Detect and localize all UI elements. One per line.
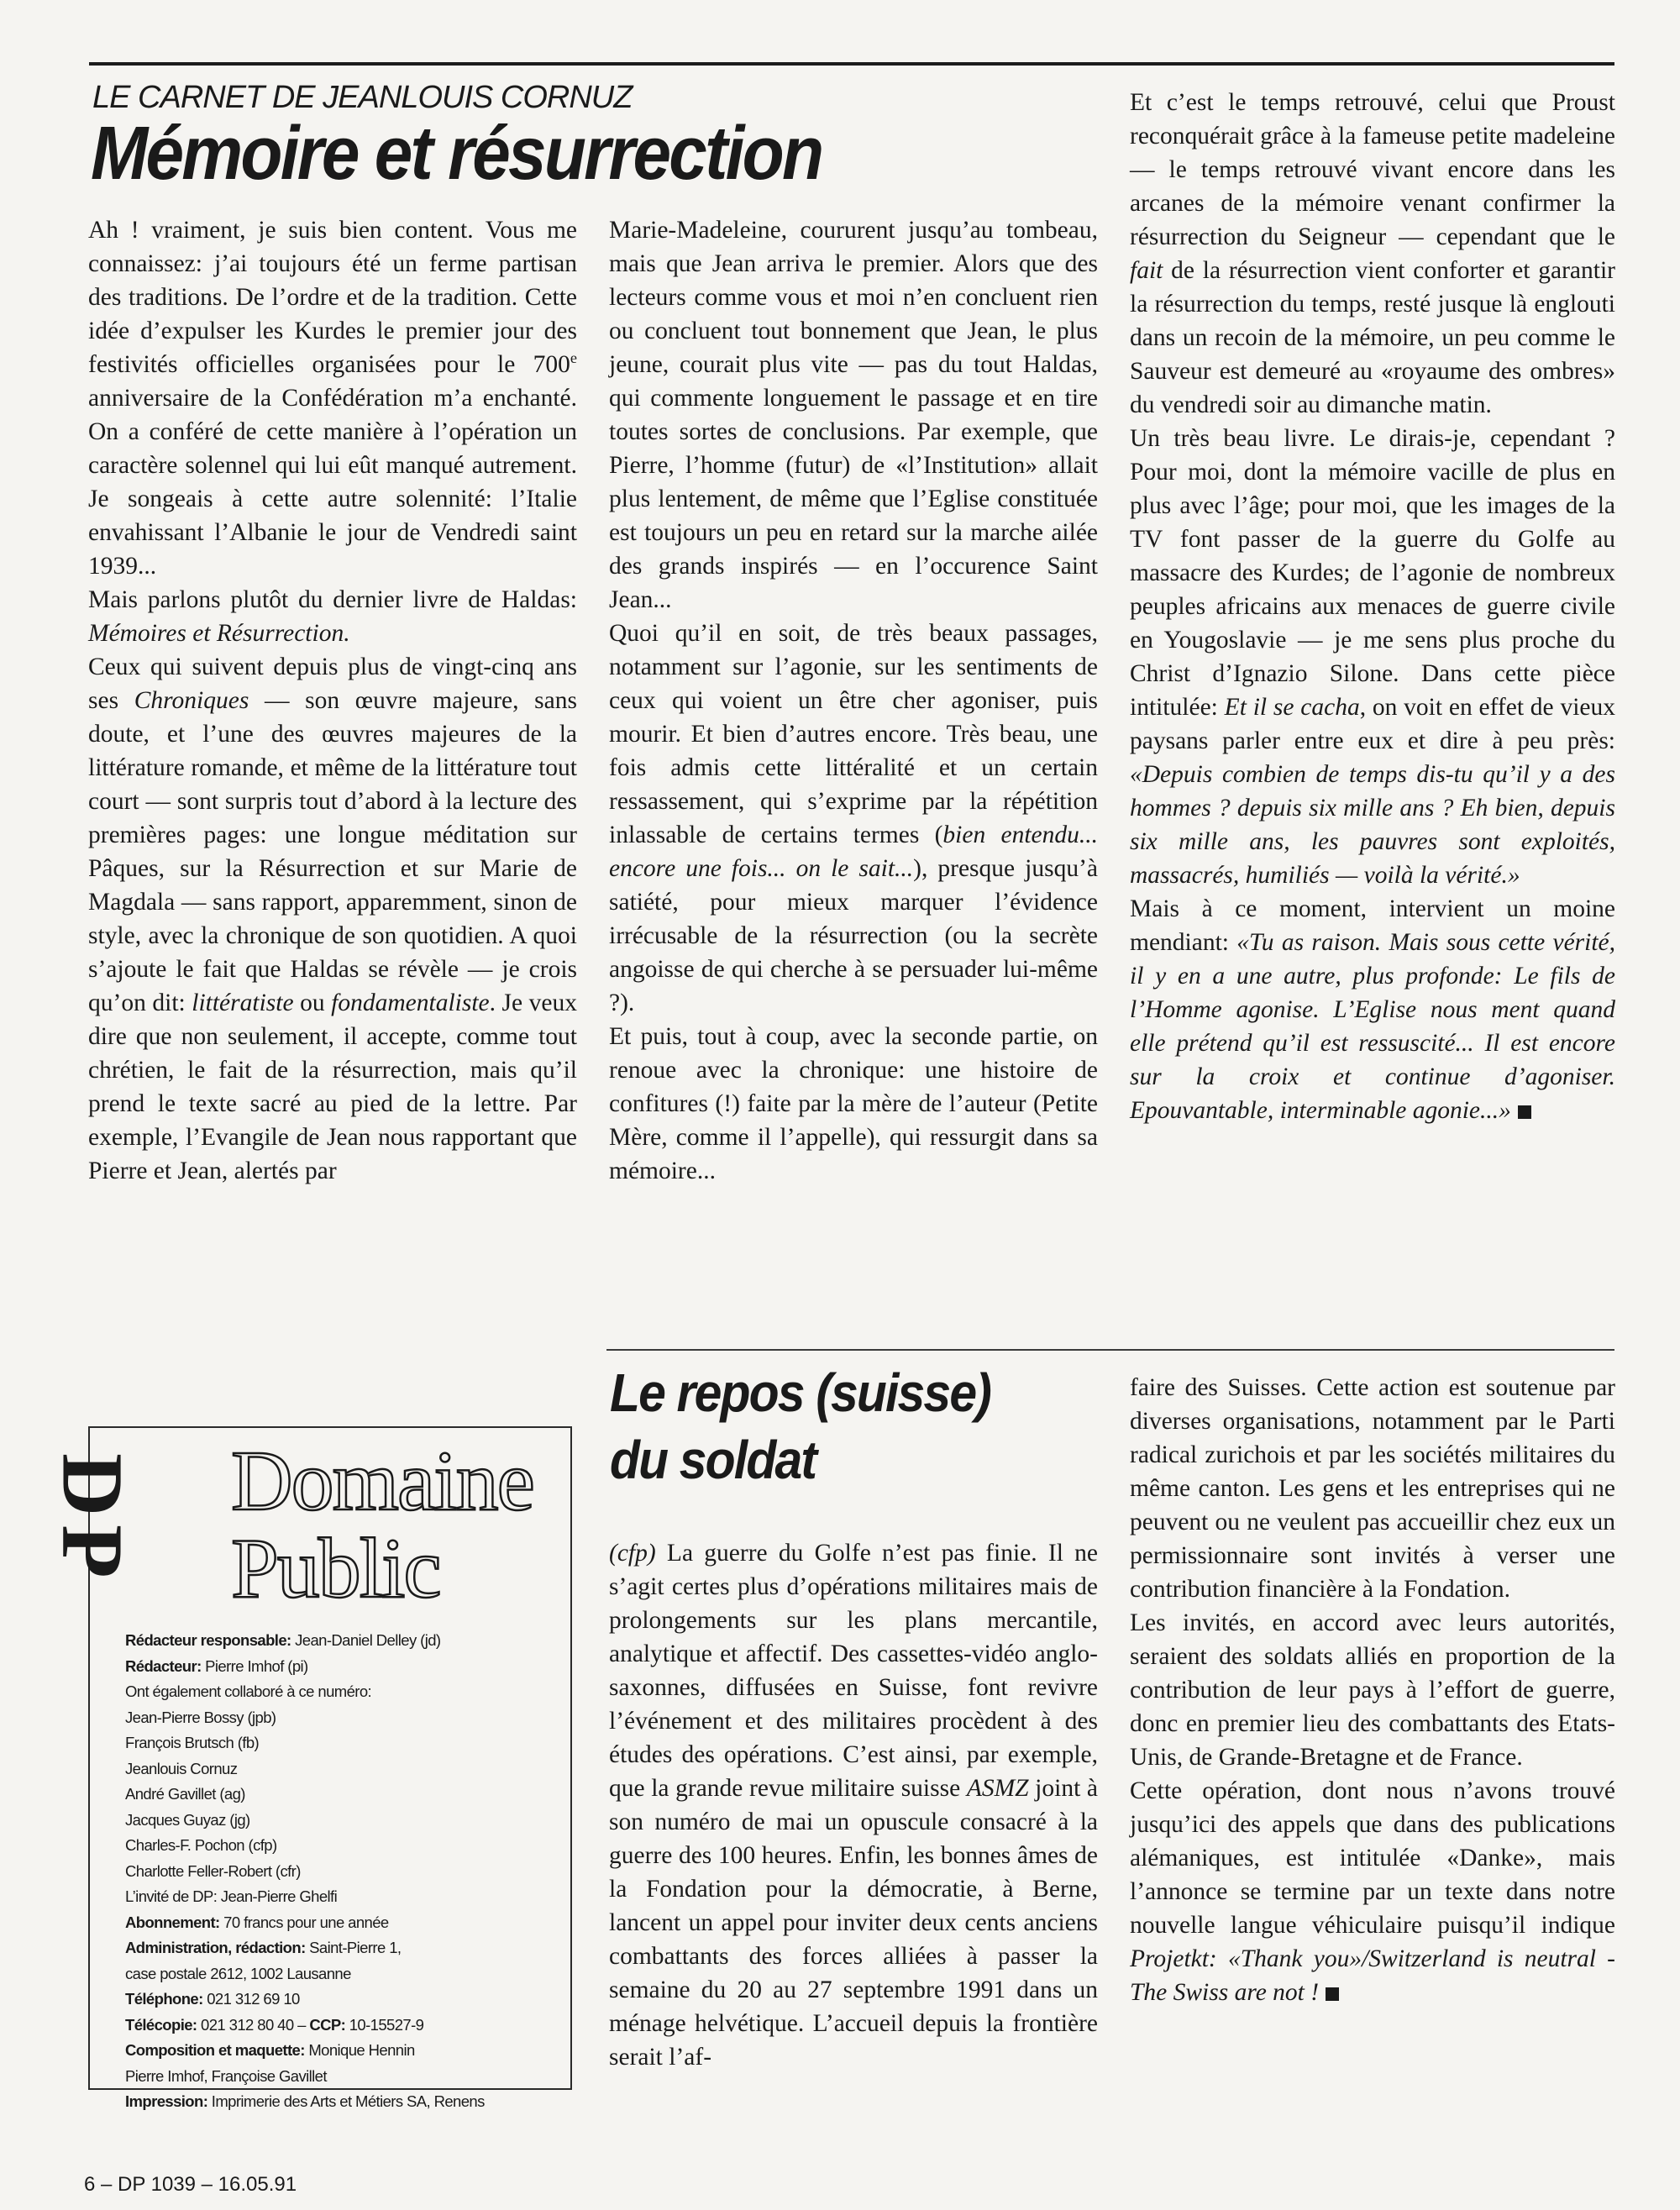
credits-list: [125, 1628, 562, 2115]
credit-value: Saint-Pierre 1,: [305, 1939, 402, 1956]
credit-label: Rédacteur:: [125, 1656, 202, 1675]
credit-value: Imprimerie des Arts et Métiers SA, Renens: [207, 2092, 485, 2110]
section-divider: [606, 1349, 1614, 1351]
text-run: Et c’est le temps retrouvé, celui que Proust reconquérait grâce à la fameuse petite madeleine — le temps retrouvé vivant encore dans les arcanes de la mémoire venant confirmer la résurrection du Seigneur — cependant que le: [1130, 89, 1615, 250]
credit-value: Jean-Pierre Bossy (jpb): [125, 1708, 276, 1726]
paragraph: [1130, 86, 1615, 422]
brand-line-1: Domaine: [231, 1434, 533, 1529]
credit-label: Composition et maquette:: [125, 2041, 305, 2059]
paragraph: [1130, 422, 1615, 892]
article2-column-1: [609, 1536, 1098, 2074]
text-run: Les invités, en accord avec leurs autorités, seraient des soldats alliés en proportion de la contribution de leur pays à l’effort de guerre, donc en premier lieu des combattants des Etats-Unis, de Grande-Bretagne et de France.: [1130, 1609, 1615, 1771]
article1-column-2: [609, 213, 1098, 1188]
credit-line: [125, 1910, 562, 1936]
credit-value: 021 312 69 10: [202, 1990, 300, 2008]
text-run: , on voit en effet de vieux paysans parler entre eux et dire à peu près:: [1130, 694, 1615, 754]
article2-headline: Le repos (suisse) du soldat: [610, 1362, 991, 1490]
credit-value: L’invité de DP: Jean-Pierre Ghelfi: [125, 1887, 338, 1905]
text-run: Et puis, tout à coup, avec la seconde partie, on renoue avec la chronique: une histoire de confitures (!) faite par la mère de l’auteur (Petite Mère, comme il l’appelle), qui ressurgit dans sa mémoire...: [609, 1023, 1098, 1184]
text-run: Marie-Madeleine, coururent jusqu’au tombeau, mais que Jean arriva le premier. Alors que des lecteurs comme vous et moi n’en concluent rien ou concluent tout bonnement que Jean, le plus jeune, courait plus vite — pas du tout Haldas, qui commente longuement le passage et en tire toutes sortes de conclusions. Par exemple, que Pierre, l’homme (futur) de «l’Institution» allait plus lentement, de même que l’Eglise constituée est toujours un peu en retard sur la marche ailée des grands inspirés — en l’occurence Saint Jean...: [609, 217, 1098, 613]
credit-line: [125, 1705, 562, 1731]
page-folio: 6 – DP 1039 – 16.05.91: [84, 2173, 297, 2196]
italic-text: littératiste: [192, 990, 294, 1016]
text-run: de la résurrection vient conforter et garantir la résurrection du temps, resté jusque là englouti dans un recoin de la mémoire, un peu comme le Sauveur est demeuré au «royaume des ombres» du vendredi soir au dimanche matin.: [1130, 257, 1615, 418]
text-run: faire des Suisses. Cette action est soutenue par diverses organisations, notamment par le Parti radical zurichois et par les sociétés militaires du même canton. Les gens et les entreprises qui ne peuvent ou ne veulent pas accueillir chez eux un permissionnaire sont invités à verser une contribution financière à la Fondation.: [1130, 1374, 1615, 1603]
credit-line: [125, 1808, 562, 1834]
credit-value: Jean-Daniel Delley (jd): [291, 1631, 441, 1649]
article-headline: Mémoire et résurrection: [91, 112, 822, 196]
credit-value: 021 312 80 40 –: [197, 2015, 310, 2034]
credit-value: Pierre Imhof, Françoise Gavillet: [125, 2066, 327, 2085]
credit-line: [125, 2064, 562, 2090]
brand-line-2: Public: [231, 1521, 440, 1616]
italic-text: Mémoires et Résurrection.: [88, 620, 350, 647]
italic-text: Projetkt: «Thank you»/Switzerland is neutral - The Swiss are not !: [1130, 1945, 1615, 2006]
credit-value: Charles-F. Pochon (cfp): [125, 1836, 277, 1854]
credit-line: [125, 1987, 562, 2013]
paragraph: [1130, 1371, 1615, 1606]
credit-value: François Brutsch (fb): [125, 1734, 260, 1751]
credit-value: Charlotte Feller-Robert (cfr): [125, 1861, 301, 1880]
credit-value: Pierre Imhof (pi): [201, 1656, 308, 1675]
paragraph: [609, 617, 1098, 1020]
italic-text: (cfp): [609, 1540, 656, 1567]
credit-line: [125, 1654, 562, 1680]
italic-text: Et il se cacha: [1224, 694, 1360, 721]
credit-line: [125, 1782, 562, 1808]
credit-line: [125, 2038, 562, 2064]
text-run: Ceux qui suivent depuis plus de vingt-cinq ans ses: [88, 654, 577, 714]
brand-wordmark: [231, 1434, 567, 1616]
text-run: Quoi qu’il en soit, de très beaux passages, notamment sur l’agonie, sur les sentiments de ceux qui voient un être cher agoniser, puis mourir. Et bien d’autres encore. Très beau, une fois admis cette littéralité et un certain ressassement, qui s’exprime par la répétition inlassable de certains termes (: [609, 620, 1098, 848]
credit-line: [125, 1859, 562, 1885]
credit-value: 70 francs pour une année: [219, 1913, 389, 1931]
article1-column-3: [1130, 86, 1615, 1127]
credit-value: Jacques Guyaz (jg): [125, 1810, 250, 1829]
masthead-box: [44, 1426, 572, 2110]
text-run: ou: [293, 990, 332, 1016]
text-run: La guerre du Golfe n’est pas finie. Il ne s’agit certes plus d’opérations militaires mais de prolongements sur les plans mercantile, analytique et affectif. Des cassettes-vidéo anglo-saxonnes, diffusées en Suisse, font revivre l’événement et des militaires procèdent à des études des opérations. C’est ainsi, par exemple, que la grande revue militaire suisse: [609, 1540, 1098, 1802]
credit-value: 10-15527-9: [345, 2015, 424, 2034]
superscript-text: e: [570, 349, 577, 367]
paragraph: [88, 583, 577, 650]
credit-label: Impression:: [125, 2092, 208, 2110]
italic-text: fondamentaliste: [331, 990, 490, 1016]
credit-line: [125, 1884, 562, 1910]
paragraph: [1130, 892, 1615, 1127]
credit-line: [125, 2089, 562, 2115]
svg-text:DP: DP: [44, 1453, 141, 1587]
text-run: anniversaire de la Confédération m’a enchanté. On a conféré de cette manière à l’opération un caractère solennel qui lui eût manqué autrement. Je songeais à cette autre solennité: l’Italie envahissant l’Albanie le jour de Vendredi saint 1939...: [88, 385, 577, 580]
credit-value: Jeanlouis Cornuz: [125, 1759, 238, 1777]
italic-text: ASMZ: [966, 1775, 1029, 1802]
text-run: Cette opération, dont nous n’avons trouvé jusqu’ici des appels que dans des publications alémaniques, est intitulée «Danke», mais l’annonce se termine par un texte dans notre nouvelle langue véhiculaire puisqu’il indique: [1130, 1777, 1615, 1939]
end-of-article-icon: [1518, 1105, 1531, 1119]
credit-value: Ont également collaboré à ce numéro:: [125, 1682, 372, 1700]
text-run: ), presque jusqu’à satiété, pour mieux marquer l’évidence irrécusable de la résurrection (ou la secrète angoisse de qui cherche à se persuader lui-même ?).: [609, 855, 1098, 1016]
credit-line: [125, 1833, 562, 1859]
text-run: . Je veux dire que non seulement, il accepte, comme tout chrétien, le fait de la résurrection, mais qu’il prend le texte sacré au pied de la lettre. Par exemple, l’Evangile de Jean nous rapportant que Pierre et Jean, alertés par: [88, 990, 578, 1184]
credit-value: Monique Hennin: [304, 2041, 415, 2059]
italic-text: «Depuis combien de temps dis-tu qu’il y a des hommes ? depuis six mille ans ? Eh bien, depuis six mille ans, les pauvres sont exploités, massacrés, humiliés — voilà la vérité.»: [1130, 761, 1615, 889]
credit-value: case postale 2612, 1002 Lausanne: [125, 1964, 351, 1982]
paragraph: [609, 213, 1098, 617]
credit-line: [125, 1730, 562, 1756]
credit-value: André Gavillet (ag): [125, 1785, 245, 1803]
dp-logo-icon: [44, 1446, 197, 1644]
italic-text: bien entendu... encore une fois... on le sait...: [609, 822, 1098, 882]
column-kicker: LE CARNET DE JEANLOUIS CORNUZ: [92, 80, 633, 115]
credit-label: Télécopie:: [125, 2015, 197, 2034]
end-of-article-icon: [1326, 1987, 1339, 2001]
paragraph: [609, 1536, 1098, 2074]
text-run: — son œuvre majeure, sans doute, et l’une des œuvres majeures de la littérature romande, et même de la littérature tout court — sont surpris tout d’abord à la lecture des premières pages: une longue méditation sur Pâques, sur la Résurrection et sur Marie de Magdala — sans rapport, apparemment, sinon de style, avec la chronique de son quotidien. A quoi s’ajoute le fait que Haldas se révèle — je crois qu’on dit:: [88, 687, 577, 1016]
credit-label: CCP:: [309, 2015, 346, 2034]
text-run: Ah ! vraiment, je suis bien content. Vous me connaissez: j’ai toujours été un ferme partisan des traditions. De l’ordre et de la tradition. Cette idée d’expulser les Kurdes le premier jour des festivités officielles organisées pour le 700: [88, 217, 577, 378]
article1-column-1: [88, 213, 577, 1188]
credit-line: [125, 1679, 562, 1705]
text-run: Mais à ce moment, intervient un moine mendiant:: [1130, 895, 1615, 956]
paragraph: [88, 650, 577, 1188]
italic-text: «Tu as raison. Mais sous cette vérité, il y en a une autre, plus profonde: Le fils de l’Homme agonise. L’Eglise nous ment quand elle prétend qu’il est ressuscité... Il est encore sur la croix et continue d’agoniser. Epouvantable, interminable agonie...»: [1130, 929, 1616, 1124]
italic-text: fait: [1130, 257, 1163, 284]
credit-label: Téléphone:: [125, 1990, 203, 2008]
credit-line: [125, 1756, 562, 1782]
credit-label: Administration, rédaction:: [125, 1939, 306, 1956]
text-run: joint à son numéro de mai un opuscule consacré à la guerre des 100 heures. Enfin, les bonnes âmes de la Fondation pour la démocratie, à Berne, lancent un appel pour inviter deux cents anciens combattants des forces alliées à passer la semaine du 20 au 27 septembre 1991 dans un ménage helvétique. L’accueil depuis la frontière serait l’af-: [609, 1775, 1098, 2071]
top-rule: [89, 62, 1614, 66]
credit-label: Abonnement:: [125, 1913, 220, 1931]
article2-column-2: [1130, 1371, 1615, 2009]
italic-text: Chroniques: [134, 687, 249, 714]
credit-line: [125, 1935, 562, 1961]
paragraph: [88, 213, 577, 583]
credit-line: [125, 1961, 562, 1987]
paragraph: [609, 1020, 1098, 1188]
text-run: Mais parlons plutôt du dernier livre de Haldas:: [88, 586, 577, 613]
credit-line: [125, 2013, 562, 2039]
credit-label: Rédacteur responsable:: [125, 1631, 291, 1649]
paragraph: [1130, 1606, 1615, 1774]
text-run: Un très beau livre. Le dirais-je, cependant ? Pour moi, dont la mémoire vacille de plus en plus avec l’âge; pour moi, que les images de la TV font passer de la guerre du Golfe au massacre des Kurdes; de l’agonie de nombreux peuples africains aux menaces de guerre civile en Yougoslavie — je me sens plus proche du Christ d’Ignazio Silone. Dans cette pièce intitulée:: [1130, 425, 1615, 721]
credit-line: [125, 1628, 562, 1654]
paragraph: [1130, 1774, 1615, 2009]
